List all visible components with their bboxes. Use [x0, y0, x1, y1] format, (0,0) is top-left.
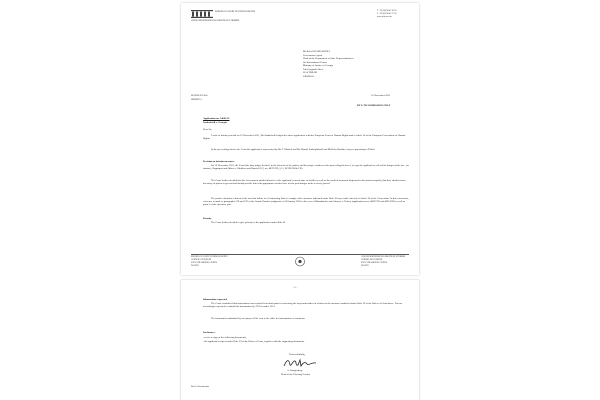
recipient-line: the International Courts [303, 60, 327, 64]
transmission-note: BY E-TRANSMISSION ONLY [357, 104, 391, 107]
reference-initials: SRB/HUA [191, 97, 202, 101]
footer-line: COUR EUROPÉENNE DES DROITS DE L'HOMME [361, 256, 406, 258]
paragraph-lodging: I write to inform you that on 10 November 2021, Mr Saakashvili lodged the above application with the European Court of Human Rights under Article 34 of the European Convention on Human Rights. [203, 134, 406, 140]
case-name: Saakashvili v. Georgia [203, 120, 227, 124]
signer-title: Head of the Filtering Section [281, 372, 311, 376]
footer-line: FRANCE [191, 265, 199, 267]
application-number: Application no. 14641/21 [203, 117, 230, 120]
paragraph-rule-39: The parties' attention is drawn to the fact that failure of a Contracting State to comply with a measure indicated under Rule 39 may entail a breach of Article 34 of the Convention. In this connection, reference is made to paragraphs 128 and 129 of the Grand Chamber judgment of 4 February 2005 in the case of Mamatkulov and Askarov v. Turkey (applications nos. 46827/99 and 46951/99) as well as point 5 of the operative part. [203, 197, 409, 206]
contact-web[interactable]: www.echr.coe.int [377, 16, 392, 18]
enclosure-item: - revise a copy of the following documents, [203, 336, 247, 339]
footer-line: EUROPEAN COURT OF HUMAN RIGHTS [191, 256, 228, 258]
court-logo-icon [191, 10, 213, 18]
court-name-fr: COUR EUROPÉENNE DES DROITS DE L'HOMME [191, 20, 240, 22]
contact-fax: F +33 (0)3 88 41 27 30 [377, 13, 397, 15]
enclosure-item: - the applicant's request under Rule 39 of the Rules of Court, together with the supporting documents. [203, 340, 305, 343]
paragraph-representation: In the proceedings before the Court the applicant is represented by Mr T. Mindeli and Mr Dimitri Sadzaglishvili and Mr Beka Basilaia, lawyers practising in Tbilisi. [211, 148, 376, 151]
enclosures-footer: Encl.: Documents [191, 385, 209, 388]
footer-line: 67075 STRASBOURG CEDEX [191, 262, 217, 264]
letter-page-1 [181, 3, 419, 275]
council-of-europe-logo-icon [293, 256, 307, 267]
paragraph-government-info: The Court further decided that the Government should inform it of the applicant's current state of health (as well as the medical treatment dispensed in the prison hospital), that they should ensure his safety in prison in general and should provide him with appropriate medical care for the post-hunger strike recovery period. [203, 179, 406, 185]
letter-date: 10 November 2021 [371, 94, 391, 97]
signature-icon [283, 358, 317, 368]
footer-divider [191, 254, 409, 255]
closing: Yours faithfully, [289, 353, 306, 356]
signer-name: A. Rungenberg [287, 369, 303, 372]
letter-page-2 [181, 280, 419, 400]
paragraph-priority: The Court further decided to give priority to the application under Rule 41. [211, 221, 287, 224]
footer-line: COUNCIL OF EUROPE [191, 259, 212, 261]
heading-enclosures: Enclosures: [203, 331, 216, 334]
recipient-line: Government Agent [303, 53, 323, 57]
paragraph-information: The Court considered that information was required from both parties concerning the steps undertaken in relation to the measures indicated under Rule 39 of the Rules of Court above. You are accordingly requested to submit this information by 19 November 2021. [203, 302, 403, 308]
recipient-line: GEORGIA [303, 74, 315, 78]
recipient-line: Head of the Department of State Representation to [303, 57, 354, 60]
recipient-line: Ministry of Justice of Georgia [303, 64, 334, 67]
heading-interim-measures: Decision on interim measures [203, 160, 235, 163]
heading-information-requested: Information requested [203, 298, 228, 301]
paragraph-interim-decision: On 10 November 2021, the Court (the duty judge) decided, in the interests of the parties and the proper conduct of the proceedings before it, to urge the applicant to call off his hunger strike (see, for instance, Rappaport and Others v. Moldova and Russia [GC], no. 48787/99, § 11, ECHR 2004-VII). [203, 164, 409, 170]
recipient-line: 0114 TBILISI [303, 71, 318, 74]
contact-phone: T +33 (0)3 88 41 20 18 [377, 10, 397, 12]
paragraph-submission: The information submitted by one party will be sent to the other for information or comments. [211, 317, 306, 320]
footer-line: FRANCE [361, 265, 369, 267]
salutation: Dear Sir, [203, 128, 212, 131]
footer-line: 67075 STRASBOURG CEDEX [361, 262, 387, 264]
recipient-line: Mr Beka DZAMASHVILI [303, 50, 330, 53]
recipient-line: 24a Gorgasali Street [303, 67, 324, 71]
reference-code: ECHR-LE2.2bG [191, 94, 208, 97]
page-number: - 2 - [293, 286, 298, 289]
court-name: EUROPEAN COURT OF HUMAN RIGHTS [215, 11, 256, 13]
heading-priority: Priority [203, 217, 212, 220]
footer-line: CONSEIL DE L'EUROPE [361, 259, 383, 261]
